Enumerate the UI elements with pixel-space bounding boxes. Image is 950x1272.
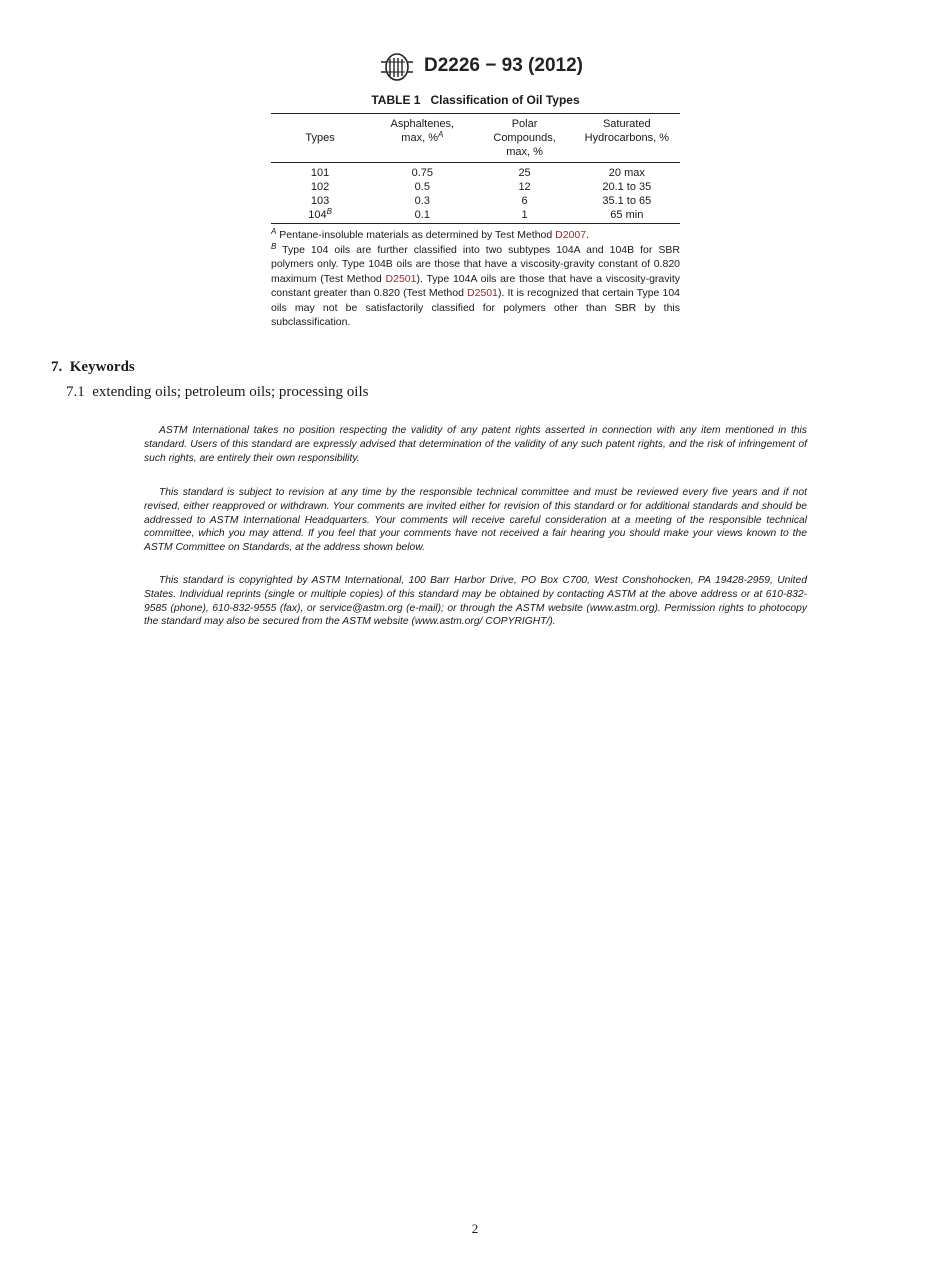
page-header (0, 50, 950, 86)
standard-designation: D2226 − 93 (2012) (424, 55, 583, 76)
cell-asphaltenes: 0.75 (411, 167, 434, 179)
footnote-b: $^B$ Type 104 oils are further classified into two subtypes 104A and 104B for SBR polymers only. Type 104B oils are those that have a viscosity-gravity constant of 0.820 maximum (Test Method D2501). Type 104A oils are those that have a viscosity-gravity constant greater than 0.820 (Test Method D2501). It is recognized that certain Type 104 oils may not be satisfactorily classified for polymers other than SBR by this subclassification. (271, 241, 681, 328)
table-row (271, 208, 680, 224)
footnote-a: $^A$ Pentane-insoluble materials as determined by Test Method D2007. (271, 227, 590, 241)
cell-saturated: 20 max (608, 167, 645, 179)
revision-notice: This standard is subject to revision at any time by the responsible technical committee and must be reviewed every five years and if not revised, either reapproved or withdrawn. Your comments are invited either for revision of this standard or for additional standards and should be addressed to ASTM International Headquarters. Your comments will receive careful consideration at a meeting of the responsible technical committee, which you may attend. If you feel that your comments have not received a fair hearing you should make your views known to the ASTM Committee on Standards, at the address shown below. (144, 487, 807, 554)
header-polar-compounds: Polar Compounds, max, % (493, 118, 556, 158)
cell-asphaltenes: 0.3 (414, 195, 430, 207)
table-row (271, 194, 680, 208)
cell-saturated: 35.1 to 65 (602, 195, 652, 207)
cell-saturated: 20.1 to 35 (602, 181, 652, 193)
table-row (271, 163, 680, 181)
astm-logo-icon (378, 50, 416, 84)
copyright-notice: This standard is copyrighted by ASTM International, 100 Barr Harbor Drive, PO Box C700, West Conshohocken, PA 19428-2959, United States. Individual reprints (single or multiple copies) of this standard may be obtained by contacting ASTM at the above address or at 610-832-9585 (phone), 610-832-9555 (fax), or service@astm.org (e-mail); or through the ASTM website (www.astm.org). Permission rights to photocopy the standard may also be secured from the ASTM website (www.astm.org/ COPYRIGHT/). (144, 575, 807, 628)
patent-notice: ASTM International takes no position respecting the validity of any patent rights asserted in connection with any item mentioned in this standard. Users of this standard are expressly advised that determination of the validity of any such patent rights, and the risk of infringement of such rights, are entirely their own responsibility. (144, 425, 807, 464)
cell-asphaltenes: 0.1 (414, 209, 430, 221)
cell-type: $104^B$ (308, 207, 332, 221)
link-d2007[interactable]: D2007 (555, 229, 587, 241)
header-types: Types (305, 132, 335, 144)
link-d2501[interactable]: D2501 (385, 272, 417, 285)
section-body: 7.1 extending oils; petroleum oils; processing oils (66, 384, 369, 400)
table-footnotes (271, 228, 680, 330)
section-heading: 7. Keywords (51, 359, 135, 375)
cell-type: 102 (310, 181, 330, 193)
cell-type: 101 (310, 167, 330, 179)
header-saturated-hydrocarbons: Saturated Hydrocarbons, % (584, 118, 669, 144)
cell-polar: 6 (521, 195, 528, 207)
table-row (271, 180, 680, 194)
cell-asphaltenes: 0.5 (414, 181, 430, 193)
table-title: TABLE 1 Classification of Oil Types (371, 93, 580, 107)
table-block (271, 93, 680, 330)
oil-types-table (271, 113, 680, 224)
cell-type: 103 (310, 195, 330, 207)
header-asphaltenes: Asphaltenes, max, %$^A$ (390, 118, 455, 144)
cell-polar: 12 (518, 181, 531, 193)
table-header-row (271, 114, 680, 163)
cell-saturated: 65 min (610, 209, 644, 221)
cell-polar: 25 (518, 167, 531, 179)
page-number: 2 (471, 1221, 479, 1236)
link-d2501[interactable]: D2501 (467, 287, 498, 299)
cell-polar: 1 (521, 209, 528, 221)
